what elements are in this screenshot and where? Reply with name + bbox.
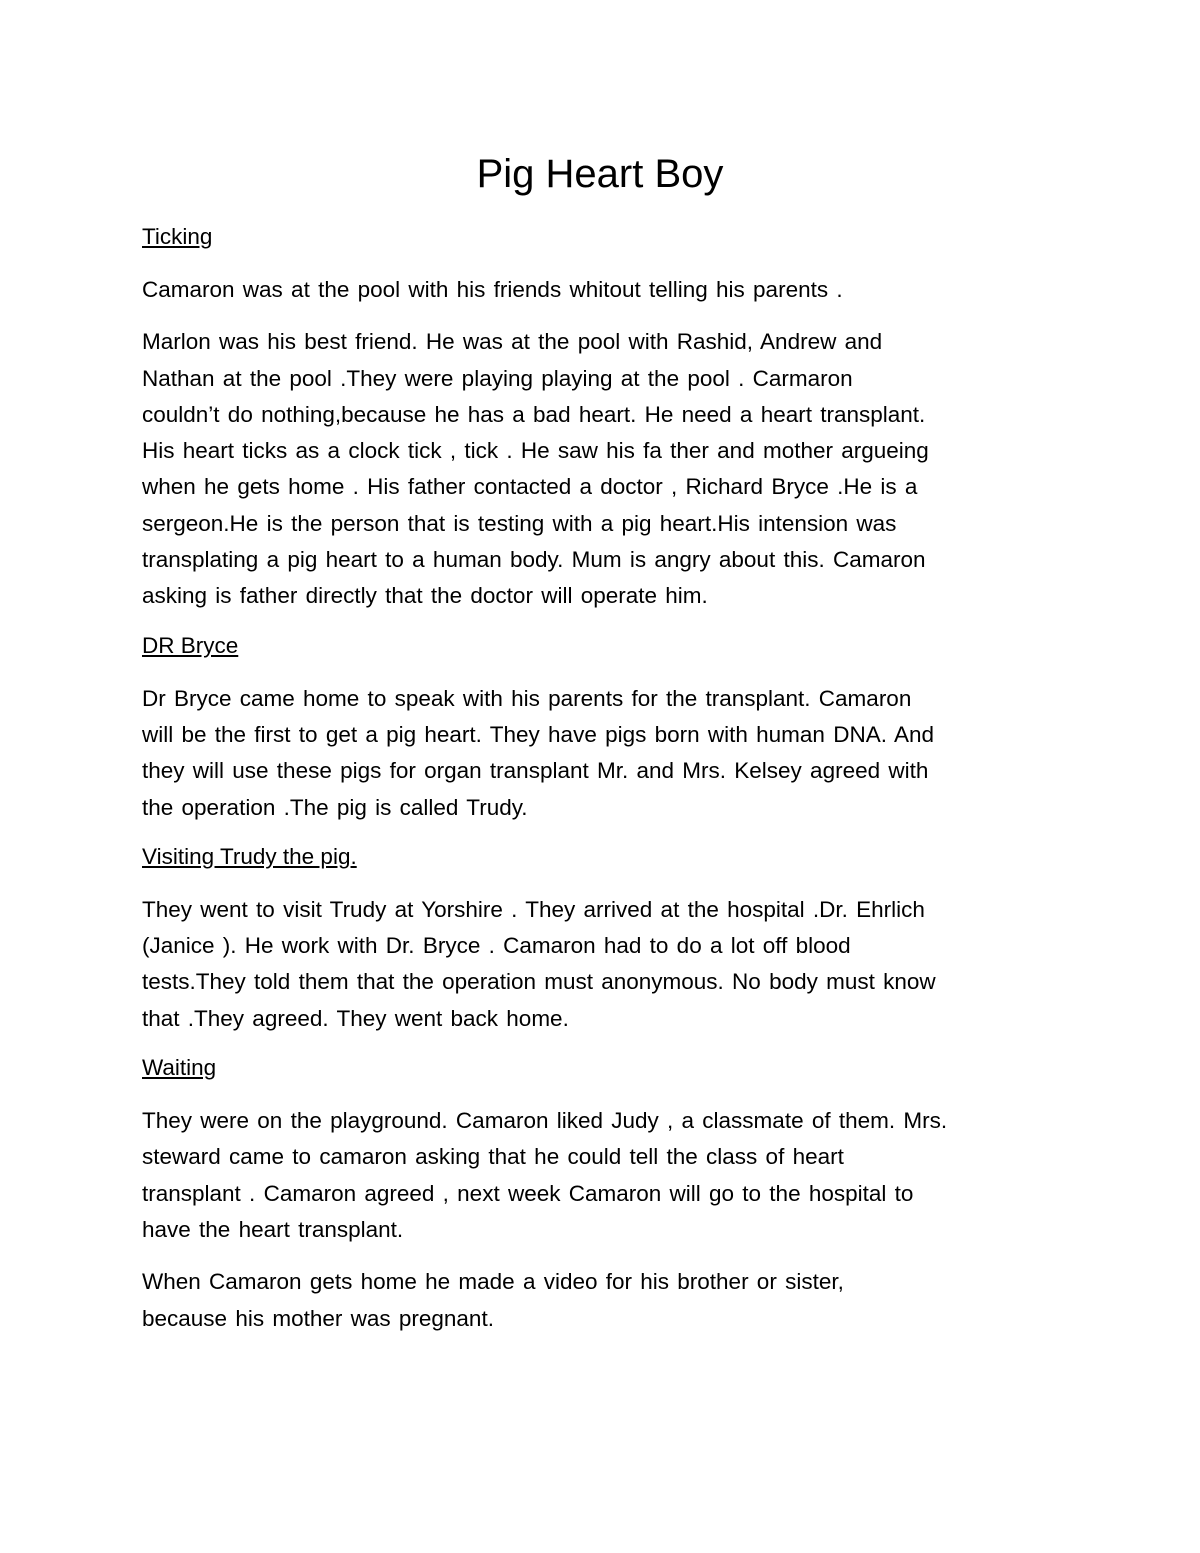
paragraph bbox=[142, 272, 1072, 308]
text-line: when he gets home . His father contacted a doctor , Richard Bryce .He is a bbox=[142, 474, 918, 500]
section-waiting bbox=[142, 1053, 1072, 1337]
section-visiting-trudy bbox=[142, 842, 1072, 1037]
text-line: tests.They told them that the operation must anonymous. No body must know bbox=[142, 969, 936, 995]
text-line: transplant . Camaron agreed , next week Camaron will go to the hospital to bbox=[142, 1180, 914, 1206]
text-line: Marlon was his best friend. He was at the pool with Rashid, Andrew and bbox=[142, 329, 883, 355]
text-line: sergeon.He is the person that is testing with a pig heart.His intension was bbox=[142, 510, 897, 536]
text-line: They went to visit Trudy at Yorshire . They arrived at the hospital .Dr. Ehrlich bbox=[142, 896, 925, 922]
text-line: steward came to camaron asking that he could tell the class of heart bbox=[142, 1144, 844, 1170]
text-line: the operation .The pig is called Trudy. bbox=[142, 794, 528, 820]
section-heading: Waiting bbox=[142, 1055, 217, 1081]
text-line: because his mother was pregnant. bbox=[142, 1305, 494, 1331]
section-heading: Ticking bbox=[142, 224, 213, 249]
text-line: (Janice ). He work with Dr. Bryce . Camaron had to do a lot off blood bbox=[142, 933, 851, 959]
text-line: When Camaron gets home he made a video for his brother or sister, bbox=[142, 1269, 844, 1295]
text-line: have the heart transplant. bbox=[142, 1216, 404, 1242]
paragraph bbox=[142, 681, 1072, 826]
section-heading: Visiting Trudy the pig. bbox=[142, 843, 357, 869]
document-title: Pig Heart Boy bbox=[476, 152, 724, 196]
paragraph bbox=[142, 1264, 1072, 1337]
text-line: couldn’t do nothing,because he has a bad heart. He need a heart transplant. bbox=[142, 401, 926, 427]
paragraph bbox=[142, 1103, 1072, 1248]
text-line: Dr Bryce came home to speak with his parents for the transplant. Camaron bbox=[142, 685, 912, 711]
section-ticking bbox=[142, 222, 1072, 615]
text-line: They were on the playground. Camaron liked Judy , a classmate of them. Mrs. bbox=[142, 1108, 948, 1134]
text-line: transplating a pig heart to a human body. Mum is angry about this. Camaron bbox=[142, 547, 926, 573]
text-line: they will use these pigs for organ transplant Mr. and Mrs. Kelsey agreed with bbox=[142, 758, 929, 784]
text-line: Camaron was at the pool with his friends whitout telling his parents . bbox=[142, 277, 843, 302]
paragraph bbox=[142, 892, 1072, 1037]
section-heading: DR Bryce bbox=[142, 632, 239, 658]
paragraph bbox=[142, 324, 1072, 614]
text-line: asking is father directly that the doctor will operate him. bbox=[142, 583, 708, 609]
text-line: that .They agreed. They went back home. bbox=[142, 1005, 569, 1031]
text-line: will be the first to get a pig heart. They have pigs born with human DNA. And bbox=[142, 721, 935, 747]
text-line: His heart ticks as a clock tick , tick . He saw his fa ther and mother argueing bbox=[142, 438, 929, 464]
document-body bbox=[142, 222, 1072, 1353]
text-line: Nathan at the pool .They were playing playing at the pool . Carmaron bbox=[142, 365, 853, 391]
section-dr-bryce bbox=[142, 631, 1072, 826]
